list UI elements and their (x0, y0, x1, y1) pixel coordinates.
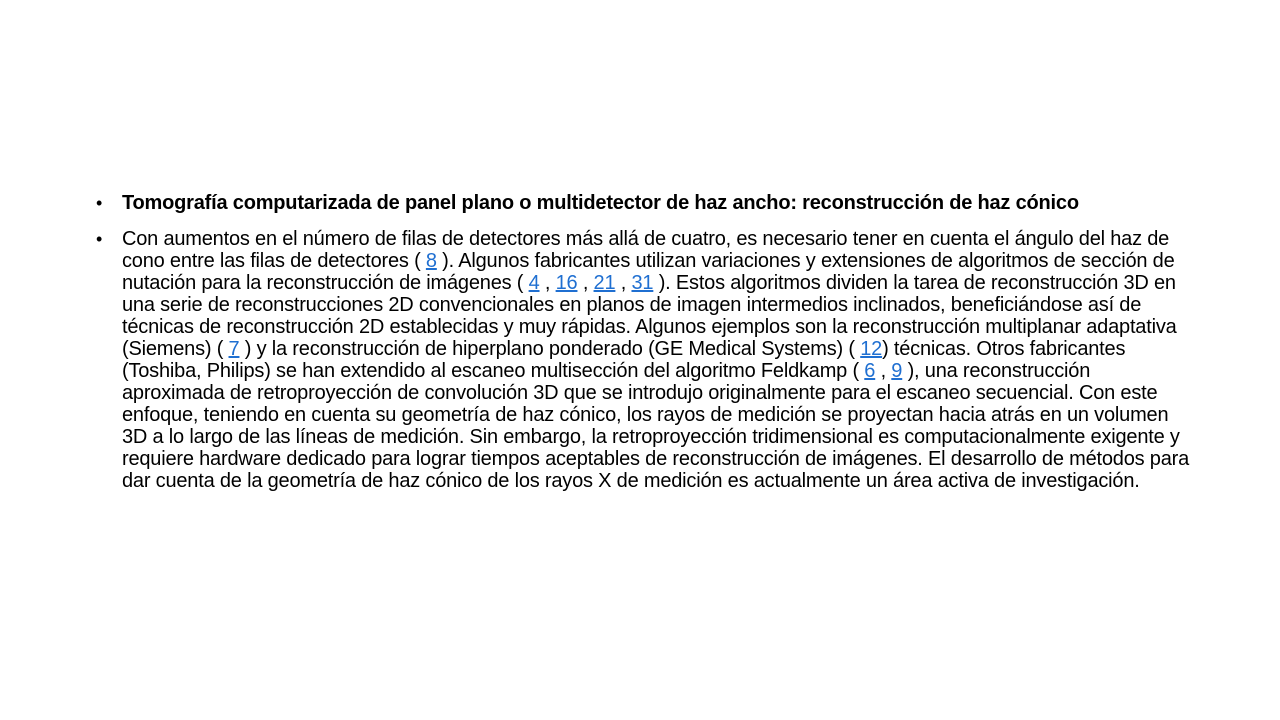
text-segment: , (875, 360, 892, 382)
section-title: Tomografía computarizada de panel plano o multidetector de haz ancho: reconstrucción de haz cónico (122, 192, 1079, 214)
bullet-paragraph (96, 228, 1190, 492)
text-segment: , (539, 272, 556, 294)
text-segment: ). Algunos fabricantes utilizan variaciones y extensiones de algoritmos de sección de nutación para la reconstrucción de imágenes ( (122, 250, 1175, 294)
reference-link-8[interactable]: 8 (425, 250, 437, 272)
text-segment: , (577, 272, 594, 294)
text-segment: ). Estos algoritmos dividen la tarea de reconstrucción 3D en una serie de reconstrucciones 2D convencionales en planos de imagen intermedios inclinados, beneficiándose así de técnicas de reconstrucción 2D establecidas y muy rápidas. Algunos ejemplos son la reconstrucción multiplanar adaptativa (Siemens) ( (122, 272, 1177, 360)
bullet-list (96, 192, 1190, 506)
text-segment: , (615, 272, 632, 294)
reference-link-9[interactable]: 9 (891, 360, 903, 382)
bullet-dot-icon: • (96, 229, 103, 249)
reference-link-7[interactable]: 7 (228, 338, 240, 360)
text-segment: ) y la reconstrucción de hiperplano ponderado (GE Medical Systems) ( (239, 338, 861, 360)
reference-link-21[interactable]: 21 (593, 272, 616, 294)
text-segment: Con aumentos en el número de filas de detectores más allá de cuatro, es necesario tener en cuenta el ángulo del haz de cono entre las filas de detectores ( (122, 228, 1170, 272)
reference-link-6[interactable]: 6 (864, 360, 876, 382)
reference-link-12[interactable]: 12 (860, 338, 883, 360)
text-segment: ) técnicas. Otros fabricantes (Toshiba, Philips) se han extendido al escaneo multisección del algoritmo Feldkamp ( (122, 338, 1126, 382)
paragraph-text (122, 228, 1189, 492)
bullet-heading (96, 192, 1190, 214)
reference-link-16[interactable]: 16 (555, 272, 578, 294)
reference-link-4[interactable]: 4 (528, 272, 540, 294)
bullet-dot-icon: • (96, 193, 103, 213)
text-segment: ), una reconstrucción aproximada de retroproyección de convolución 3D que se introdujo originalmente para el escaneo secuencial. Con este enfoque, teniendo en cuenta su geometría de haz cónico, los rayos de medición se proyectan hacia atrás en un volumen 3D a lo largo de las líneas de medición. Sin embargo, la retroproyección tridimensional es computacionalmente exigente y requiere hardware dedicado para lograr tiempos aceptables de reconstrucción de imágenes. El desarrollo de métodos para dar cuenta de la geometría de haz cónico de los rayos X de medición es actualmente un área activa de investigación. (122, 360, 1190, 492)
reference-link-31[interactable]: 31 (631, 272, 654, 294)
